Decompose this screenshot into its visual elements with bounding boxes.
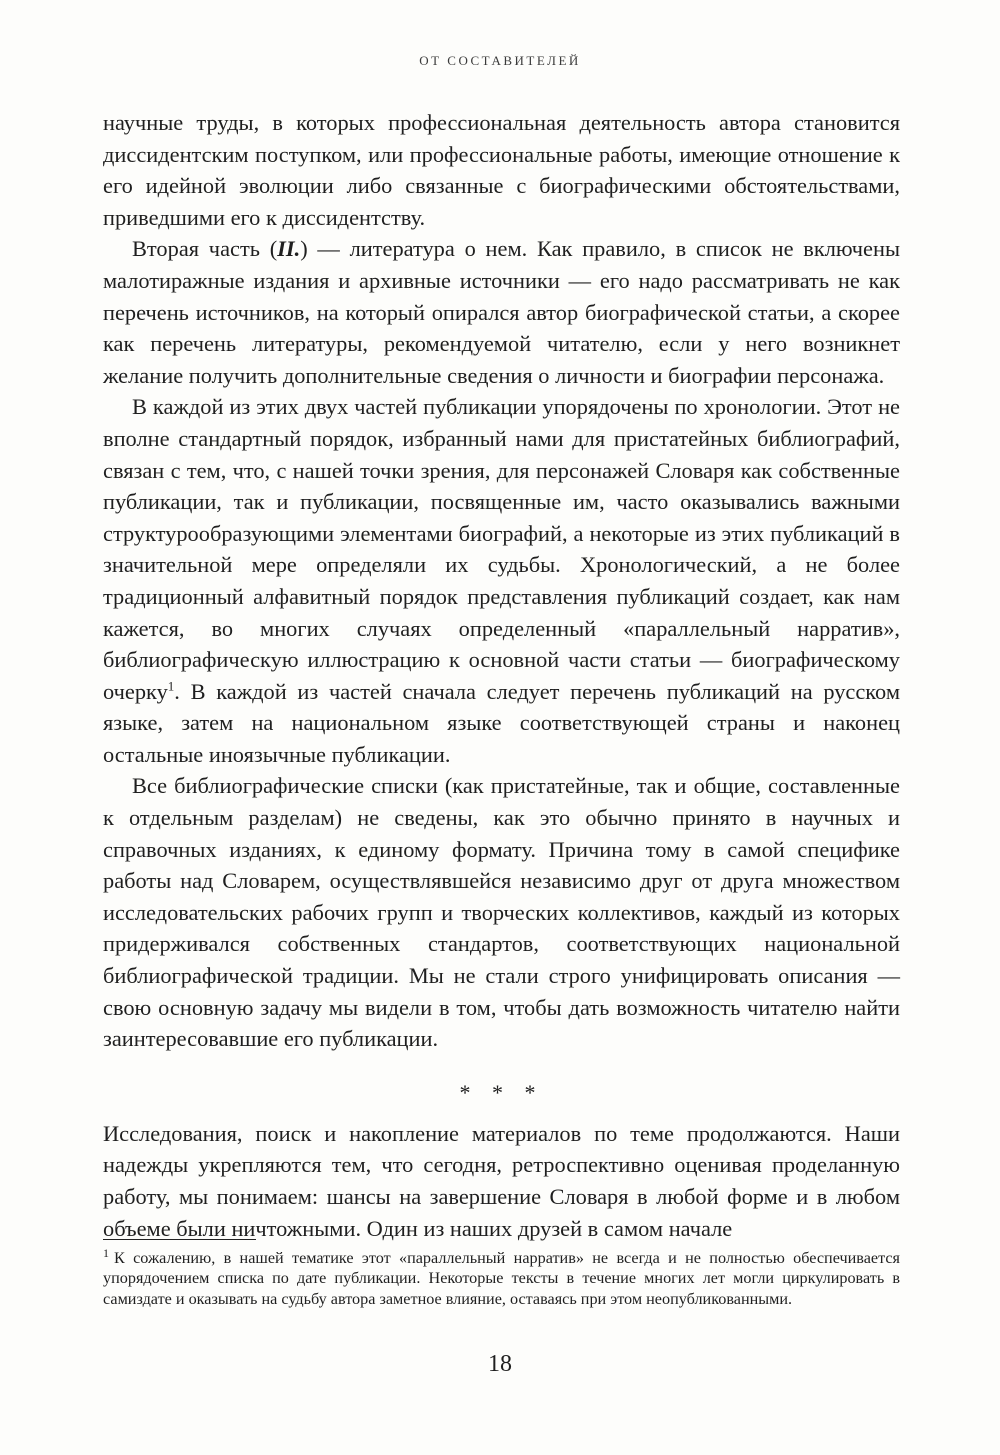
paragraph-text: Вторая часть (: [132, 236, 278, 262]
paragraph-continuation: научные труды, в которых профессиональная деятельность автора становится диссидентским поступком, или профессиональные работы, имеющие отношение к его идейной эволюции либо связанные с биографическими обстоятельствами, приведшими его к диссидентству.: [103, 110, 900, 230]
footnote-number: 1: [103, 1245, 109, 1260]
footnote-reference[interactable]: 1: [167, 678, 175, 694]
paragraph-bibliography-format: Все библиографические списки (как пристатейные, так и общие, составленные к отдельным разделам) не сведены, как это обычно принято в научных и справочных изданиях, к единому формату. Причина тому в самой специфике работы над Словарем, осуществлявшейся независимо друг от друга множеством исследовательских рабочих групп и творческих коллективов, каждый из которых придерживался собственных стандартов, соответствующих национальной библиографической традиции. Мы не стали строго унифицировать описания — свою основную задачу мы видели в том, чтобы дать возможность читателю найти заинтересовавшие его публикации.: [103, 773, 900, 1052]
paragraph-part-two: [103, 233, 900, 391]
paragraph-text: В каждой из этих двух частей публикации упорядочены по хронологии. Этот не вполне стандартный порядок, избранный нами для пристатейных библиографий, связан с тем, что, с нашей точки зрения, для персонажей Словаря как собственные публикации, так и публикации, посвященные им, часто оказывались важными структурообразующими элементами биографий, а некоторые из этих публикаций в значительной мере определяли их судьбы. Хронологический, а не более традиционный алфавитный порядок представления публикаций создает, как нам кажется, во многих случаях определенный «параллельный нарратив», библиографическую иллюстрацию к основной части статьи — биографическому очерку: [103, 394, 900, 704]
section-marker: II.: [277, 236, 301, 262]
paragraph-text: ) — литература о нем. Как правило, в список не включены малотиражные издания и архивные источники — его надо рассматривать не как перечень источников, на который опирался автор биографической статьи, а скорее как перечень литературы, рекомендуемой читателю, если у него возникнет желание получить дополнительные сведения о личности и биографии персонажа.: [103, 236, 900, 388]
footnote-text: К сожалению, в нашей тематике этот «параллельный нарратив» не всегда и не полностью обеспечивается упорядочением списка по дате публикации. Некоторые тексты в течение многих лет могли циркулировать в самиздате и оказывать на судьбу автора заметное влияние, оставаясь при этом неопубликованными.: [103, 1249, 900, 1308]
footnote: [103, 1245, 900, 1309]
paragraph-text: . В каждой из частей сначала следует перечень публикаций на русском языке, затем на национальном языке соответствующей страны и наконец остальные иноязычные публикации.: [103, 678, 900, 767]
running-head: ОТ СОСТАВИТЕЛЕЙ: [419, 53, 581, 68]
section-separator: * * *: [459, 1079, 544, 1105]
page-number: 18: [488, 1351, 512, 1377]
paragraph-chronology: [103, 391, 900, 770]
body-text: [103, 107, 900, 1244]
paragraph-research: Исследования, поиск и накопление материалов по теме продолжаются. Наши надежды укрепляются тем, что сегодня, ретроспективно оценивая проделанную работу, мы понимаем: шансы на завершение Словаря в любой форме и в любом объеме были ничтожными. Один из наших друзей в самом начале: [103, 1120, 900, 1241]
footnote-rule: [103, 1239, 256, 1240]
